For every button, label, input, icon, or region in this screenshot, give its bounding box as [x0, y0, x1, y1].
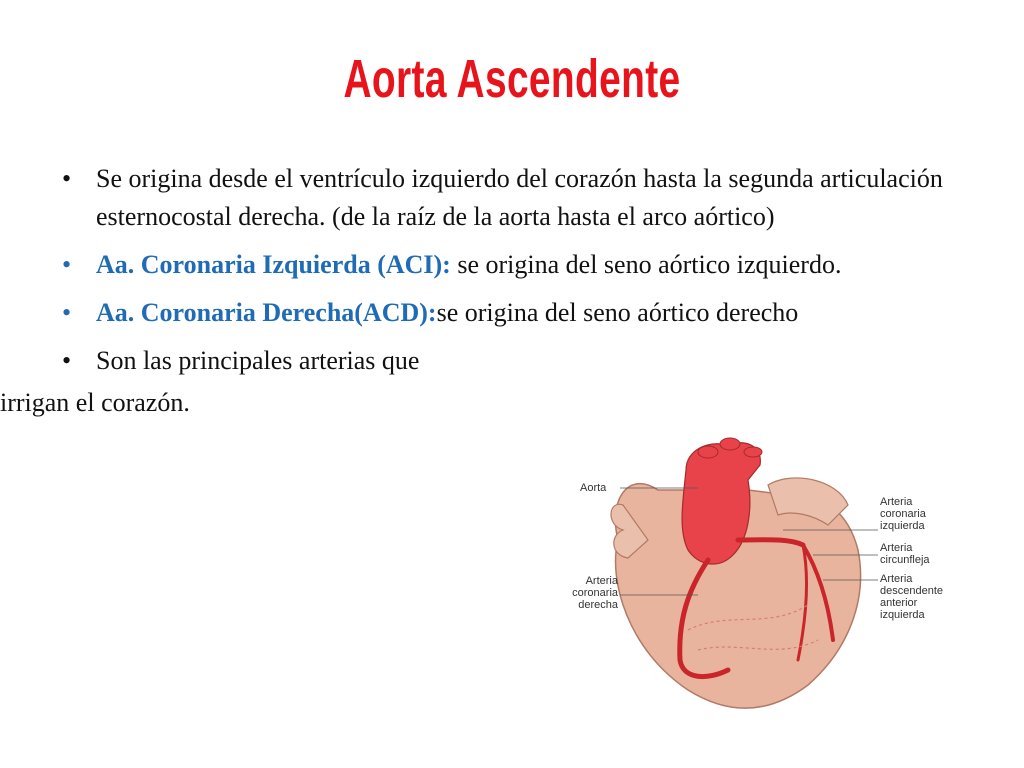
aorta-branch [744, 447, 762, 457]
bullet-marker: • [62, 346, 72, 375]
bullet-text: se origina del seno aórtico izquierdo. [450, 250, 842, 279]
label-aorta: Aorta [580, 482, 607, 494]
bullet-item [58, 160, 958, 236]
label-line: Arteria [880, 542, 913, 554]
aorta-branch [720, 438, 740, 450]
bullet-marker: • [62, 164, 72, 193]
label-line: derecha [578, 599, 618, 611]
label-left-coronary [880, 496, 926, 532]
label-line: Arteria [585, 575, 618, 587]
label-line: anterior [880, 597, 918, 609]
bullet-item [58, 294, 958, 332]
bullet-text: Se origina desde el ventrículo izquierdo del corazón hasta la segunda articulación esternocostal derecha. (de la raíz de la aorta hasta el arco aórtico) [96, 164, 943, 231]
label-line: circunfleja [880, 554, 930, 566]
bullet-highlight: Aa. Coronaria Izquierda (ACI): [96, 250, 451, 279]
bullet-highlight: Aa. Coronaria Derecha(ACD): [96, 298, 437, 327]
aorta-branch [698, 446, 718, 458]
slide-body [0, 160, 958, 422]
label-line: coronaria [880, 508, 926, 520]
bullet-marker: • [62, 298, 72, 327]
bullet-marker: • [62, 250, 72, 279]
label-line: Arteria [880, 573, 913, 585]
bullet-text: se origina del seno aórtico derecho [436, 298, 799, 327]
bullet-item [58, 246, 958, 284]
label-right-coronary [558, 575, 618, 611]
label-circumflex [880, 542, 930, 566]
bullet-item [58, 342, 958, 380]
continuation-text: irrigan el corazón. [0, 388, 190, 417]
label-line: descendente [880, 585, 943, 597]
label-line: Arteria [880, 496, 913, 508]
heart-diagram [548, 430, 978, 715]
slide-title: Aorta Ascendente [343, 49, 681, 109]
label-line: izquierda [880, 609, 925, 621]
bullet-text: Son las principales arterias que [96, 346, 420, 375]
label-line: coronaria [572, 587, 618, 599]
label-line: izquierda [880, 520, 925, 532]
label-anterior-descending [880, 573, 943, 621]
